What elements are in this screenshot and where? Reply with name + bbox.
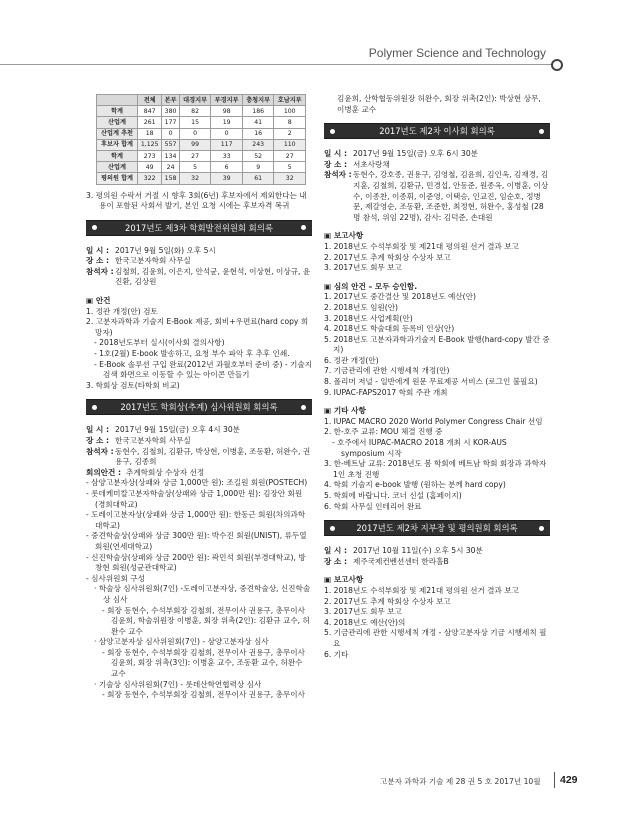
- table-cell: 100: [274, 106, 306, 117]
- table-cell: 273: [138, 150, 162, 161]
- list-item: 5. 기금관리에 관한 시행세칙 개정 - 삼양고분자상 기금 시행세칙 필요: [324, 628, 547, 648]
- table-cell: 322: [138, 173, 162, 184]
- table-header-cell: [97, 95, 138, 106]
- footer-divider: [554, 772, 555, 788]
- report-list: [324, 586, 550, 660]
- meeting-attendees: 참석자 : 동현수, 강호종, 권용구, 김영철, 김윤희, 김인옥, 김재경, 김지훈, 김철희, 김환규, 민경섭, 안동준, 원종옥, 이병훈, 이상수, 이종찬, 이종휘, 이준영, 이택승, 인교진, 임순호, 정병문, 제갈영순, 조동환, 조준한, 최정현, 허완수, 홍성철 (28명 참석, 위임 22명), 감사: 김덕준, 손대원: [324, 170, 549, 222]
- other-matters-heading: ▣ 기타 사항: [324, 406, 366, 416]
- row-label: 학계: [97, 106, 138, 117]
- list-item: 4. 2018년도 예산(안)의: [324, 617, 406, 627]
- header-ring-ornament: [551, 59, 563, 71]
- list-item: - 삼양고분자상(상패와 상금 1,000만 원): 조길원 회원(POSTECH): [86, 478, 308, 488]
- list-item: 5. 학회에 바랍니다. 코너 신설 (홈페이지): [324, 491, 462, 500]
- list-item: 1. 정관 개정(안) 검토: [86, 306, 158, 316]
- list-item: 4. 학회 기술지 e-book 발행 (원하는 분께 hard copy): [324, 480, 506, 490]
- section-title: 2017년도 제2차 지부장 및 평의원회 회의록: [356, 523, 518, 534]
- list-item: - 도레이고분자상(상패와 상금 1,000만 원): 한동근 회원(차의과학대학교): [86, 510, 306, 530]
- list-item: - E-Book 솔루션 구입 완료(2012년 과월호부터 준비 중) - 기술지 검색 화면으로 이동할 수 있는 아이콘 만들기: [94, 359, 312, 380]
- other-matters-list: [324, 417, 550, 512]
- table-header-cell: 본부: [162, 95, 180, 106]
- report-heading: ▣ 보고사항: [324, 575, 364, 585]
- list-item: 2. 고분자과학과 기술지 E-Book 제공, 회비+우편료(hard copy 희망자): [86, 317, 309, 337]
- table-footnote: 3. 평의원 수락서 거절 시 향후 3회(6년) 후보자에서 제외한다는 내용이 포함된 사회서 발기, 본인 요청 시에는 후보자격 복귀: [86, 190, 307, 211]
- meeting-place: 장 소 : 한국고분자학회 사무실: [86, 256, 191, 266]
- list-item: 3. 학회상 검토(타학회 비교): [86, 380, 180, 390]
- table-cell: 32: [179, 173, 211, 184]
- meeting-date: 일 시 : 2017년 9월 15일(금) 오후 6시 30분: [324, 149, 478, 159]
- section-title: 2017년도 학회상(추계) 심사위원회 회의록: [120, 402, 278, 413]
- continued-text: 김윤희, 산학협동위원장 허완수, 회장 위촉(2인): 박상현 상무, 이병훈 교수: [337, 94, 541, 114]
- list-item: 2. 한-호주 교류: MOU 체결 진행 중: [324, 427, 443, 437]
- table-row: [97, 162, 306, 173]
- table-cell: 847: [138, 106, 162, 117]
- header-rule: [0, 64, 551, 65]
- deliberation-heading: ▣ 심의 안건 – 모두 승인함.: [324, 281, 418, 291]
- list-item: 1. 2018년도 수석부회장 및 제21대 평의원 선거 결과 보고: [324, 585, 519, 595]
- table-cell: 18: [138, 128, 162, 139]
- list-item: - 중견학술상(상패와 상금 300만 원): 박수진 회원(UNIST), 류두열 회원(연세대학교): [86, 531, 307, 551]
- table-cell: 110: [274, 139, 306, 150]
- table-cell: 99: [179, 139, 211, 150]
- list-item: · 학술상 심사위원회(7인) -도레이고분자상, 중견학술상, 신진학술상 심사: [94, 584, 311, 604]
- award-list: [86, 478, 312, 700]
- section-header-board-meeting: [324, 123, 550, 139]
- right-column: [324, 94, 550, 660]
- list-item: 1. IUPAC MACRO 2020 World Polymer Congress Chair 선임: [324, 416, 543, 426]
- table-header-cell: 부경지부: [211, 95, 243, 106]
- bullet-icon: [539, 129, 544, 134]
- table-cell: 27: [179, 150, 211, 161]
- table-row: [97, 139, 306, 150]
- table-row: [97, 106, 306, 117]
- list-item: 3. 2018년도 사업계획(안): [324, 313, 413, 323]
- list-item: - 회장 동현수, 수석부회장 김철희, 전무이사 권용구, 총무이사 김윤희, 학술위원장 이병훈, 회장 위촉(2인): 김환규 교수, 허완수 교수: [102, 605, 310, 636]
- table-cell: 2: [274, 128, 306, 139]
- section-title: 2017년도 제2차 이사회 회의록: [379, 126, 495, 137]
- list-item: 3. 한-베트남 교류: 2018년도 봄 학회에 베트남 학회 회장과 과학자 1인 초청 진행: [324, 459, 547, 479]
- bullet-icon: [301, 405, 306, 410]
- list-item: 4. 2018년도 학술대회 등록비 인상(안): [324, 324, 455, 334]
- table-cell: 33: [211, 150, 243, 161]
- meeting-place: 장 소 : 한국고분자학회 사무실: [86, 436, 191, 445]
- list-item: · 기술상 심사위원회(7인) - 롯데산학연협력상 심사: [94, 679, 262, 689]
- list-item: · 삼양고분자상 심사위원회(7인) - 삼양고분자상 심사: [94, 637, 269, 647]
- row-label: 후보자 합계: [97, 139, 138, 150]
- table-cell: 41: [242, 117, 274, 128]
- table-cell: 19: [211, 117, 243, 128]
- table-cell: 61: [242, 173, 274, 184]
- table-cell: 8: [274, 117, 306, 128]
- table-cell: 158: [162, 173, 180, 184]
- list-item: 3. 2017년도 회무 보고: [324, 263, 402, 273]
- table-row: [97, 128, 306, 139]
- table-cell: 15: [179, 117, 211, 128]
- table-row: [97, 150, 306, 161]
- agenda-heading: ▣ 안건: [86, 296, 111, 306]
- table-cell: 0: [211, 128, 243, 139]
- bullet-icon: [92, 405, 97, 410]
- table-cell: 177: [162, 117, 180, 128]
- table-cell: 557: [162, 139, 180, 150]
- table-cell: 49: [138, 162, 162, 173]
- table-cell: 9: [242, 162, 274, 173]
- meeting-date: 일 시 : 2017년 9월 15일(금) 오후 4시 30분: [86, 425, 240, 435]
- list-item: - 2018년도부터 실시(이사회 결의사항): [94, 338, 225, 348]
- bullet-icon: [330, 129, 335, 134]
- table-row: [97, 173, 306, 184]
- table-cell: 0: [179, 128, 211, 139]
- table-cell: 82: [179, 106, 211, 117]
- table-header-cell: 호남지부: [274, 95, 306, 106]
- list-item: 2. 2018년도 임원(안): [324, 302, 399, 312]
- table-header-cell: 대경지부: [179, 95, 211, 106]
- row-label: 산업계: [97, 162, 138, 173]
- meeting-attendees: 참석자 : 동현수, 김철희, 김환규, 박상현, 이병훈, 조동환, 허완수, 권용구, 김종희: [86, 446, 311, 467]
- table-cell: 380: [162, 106, 180, 117]
- meeting-attendees: 참석자 : 김철희, 김윤희, 이은지, 안석균, 윤현석, 이상현, 이상규, 윤진환, 김상원: [86, 266, 311, 287]
- list-item: 7. 기금관리에 관한 시행세칙 개정(안): [324, 366, 450, 376]
- report-heading: ▣ 보고사항: [324, 231, 364, 241]
- list-item: 1. 2017년도 중간결산 및 2018년도 예산(안): [324, 292, 476, 302]
- list-item: 1. 2018년도 수석부회장 및 제21대 평의원 선거 결과 보고: [324, 241, 519, 251]
- table-cell: 52: [242, 150, 274, 161]
- table-cell: 117: [211, 139, 243, 150]
- table-header-cell: 전체: [138, 95, 162, 106]
- meeting-date: 일 시 : 2017년 9월 5일(화) 오후 5시: [86, 245, 216, 255]
- table-cell: 134: [162, 150, 180, 161]
- table-cell: 243: [242, 139, 274, 150]
- list-item: 3. 2017년도 회무 보고: [324, 607, 402, 617]
- meeting-place: 장 소 : 제주국제컨벤션센터 한라홀B: [324, 556, 449, 566]
- table-cell: 39: [211, 173, 243, 184]
- table-cell: 98: [211, 106, 243, 117]
- table-cell: 16: [242, 128, 274, 139]
- list-item: - 신진학술상(상패와 상금 200만 원): 곽민석 회원(부경대학교), 방창현 회원(성균관대학교): [86, 552, 306, 573]
- bullet-icon: [330, 526, 335, 531]
- list-item: 6. 정관 개정(안): [324, 355, 379, 365]
- list-item: 6. 기타: [324, 649, 349, 659]
- meeting-date: 일 시 : 2017년 10월 11일(수) 오후 5시 30분: [324, 546, 483, 556]
- list-item: 5. 2018년도 고분자과학과기술지 E-Book 발행(hard-copy 발간 중지): [324, 334, 550, 355]
- row-label: 산업계 추천: [97, 128, 138, 139]
- list-item: 9. IUPAC-FAPS2017 학회 주관 개최: [324, 387, 448, 397]
- election-stats-table: [96, 94, 306, 185]
- table-cell: 6: [211, 162, 243, 173]
- table-cell: 24: [162, 162, 180, 173]
- table-cell: 261: [138, 117, 162, 128]
- list-item: 2. 2017년도 추계 학회상 수상자 보고: [324, 596, 451, 606]
- section-header-award-committee: [86, 399, 312, 415]
- list-item: - 롯데케미칼고분자학술상(상패와 상금 1,000만 원): 김장안 회원(경희대학교): [86, 488, 303, 509]
- section-title: 2017년도 제3차 학회발전위원회 회의록: [125, 222, 273, 233]
- section-header-council-meeting: [324, 520, 550, 536]
- row-label: 학계: [97, 150, 138, 161]
- table-cell: 5: [179, 162, 211, 173]
- meeting-agenda: 회의안건 : 추계학회상 수상자 선정: [86, 467, 205, 477]
- report-list: [324, 242, 550, 274]
- bullet-icon: [539, 526, 544, 531]
- table-row: [97, 117, 306, 128]
- deliberation-list: [324, 292, 550, 398]
- table-cell: 1,125: [138, 139, 162, 150]
- page-number: 429: [560, 774, 578, 786]
- row-label: 산업계: [97, 117, 138, 128]
- table-cell: 27: [274, 150, 306, 161]
- bullet-icon: [92, 225, 97, 230]
- table-cell: 0: [162, 128, 180, 139]
- running-header-title: Polymer Science and Technology: [368, 46, 546, 60]
- left-column: [86, 94, 312, 701]
- table-cell: 5: [274, 162, 306, 173]
- list-item: - 호주에서 IUPAC-MACRO 2018 개최 시 KOR-AUS symposium 시작: [332, 438, 507, 458]
- list-item: 2. 2017년도 추계 학회상 수상자 보고: [324, 252, 451, 262]
- meeting-place: 장 소 : 서초사랑채: [324, 159, 390, 169]
- list-item: 8. 폴리머 저널 - 일반에게 원문 무료제공 서비스 (로그인 불필요): [324, 377, 538, 387]
- agenda-list: [86, 307, 312, 392]
- table-cell: 32: [274, 173, 306, 184]
- list-item: - 회장 동현수, 수석부회장 김철희, 전무이사 권용구, 총무이사: [102, 690, 305, 700]
- journal-footer: 고분자 과학과 기술 제 28 권 5 호 2017년 10월: [380, 777, 541, 786]
- table-cell: 186: [242, 106, 274, 117]
- list-item: - 1호(2월) E-book 발송하고, 요청 부수 파악 후 추후 인쇄.: [94, 349, 290, 359]
- list-item: - 심사위원회 구성: [86, 573, 145, 583]
- table-header-cell: 충청지부: [242, 95, 274, 106]
- row-label: 평의원 합계: [97, 173, 138, 184]
- list-item: - 회장 동현수, 수석부회장 김철희, 전무이사 권용구, 총무이사 김윤희, 회장 위촉(3인): 이병훈 교수, 조동환 교수, 허완수 교수: [102, 647, 305, 679]
- list-item: 6. 학회 사무실 인테리어 완료: [324, 501, 422, 511]
- section-header-dev-committee: [86, 220, 312, 236]
- bullet-icon: [301, 225, 306, 230]
